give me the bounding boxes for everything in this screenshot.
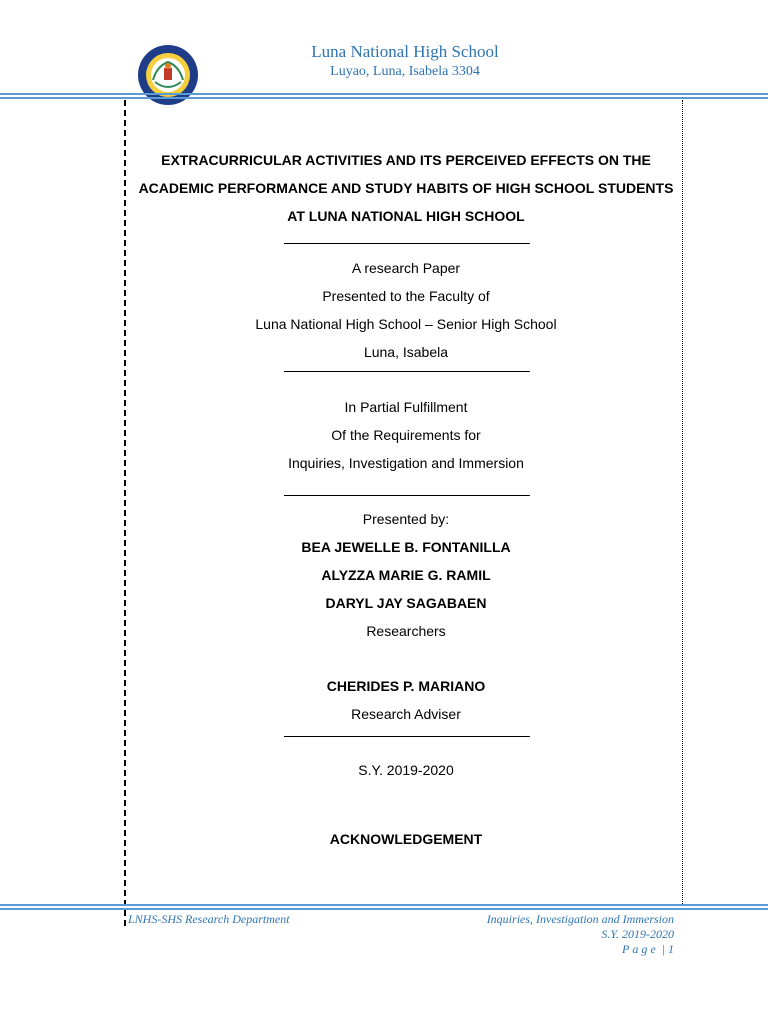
separator-line	[284, 736, 530, 737]
footer-info	[487, 912, 674, 957]
paper-type: A research Paper	[351, 260, 461, 276]
adviser-role: Research Adviser	[351, 706, 461, 722]
separator-line	[284, 495, 530, 496]
left-margin-dashed-line	[124, 100, 126, 926]
author-name: ALYZZA MARIE G. RAMIL	[321, 567, 491, 583]
school-address: Luyao, Luna, Isabela 3304	[330, 64, 480, 79]
page-header	[0, 0, 768, 100]
location: Luna, Isabela	[363, 344, 449, 360]
right-margin-dotted-line	[682, 100, 683, 906]
header-rule-bottom	[0, 97, 768, 99]
paper-title: EXTRACURRICULAR ACTIVITIES AND ITS PERCEIVED EFFECTS ON THE ACADEMIC PERFORMANCE AND STUDY HABITS OF HIGH SCHOOL STUDENTS AT LUNA NATIONAL HIGH SCHOOL	[138, 152, 674, 224]
page-indicator: Page | 1	[622, 942, 674, 956]
adviser-name: CHERIDES P. MARIANO	[326, 678, 486, 694]
footer-rule-top	[0, 904, 768, 906]
footer-rule-bottom	[0, 908, 768, 910]
school-year: S.Y. 2019-2020	[358, 762, 454, 778]
school-name: Luna National High School	[311, 42, 499, 61]
footer-subject: Inquiries, Investigation and Immersion	[486, 912, 674, 926]
authors-role: Researchers	[366, 623, 446, 639]
footer-school-year: S.Y. 2019-2020	[601, 927, 674, 941]
page-number: 1	[668, 942, 674, 956]
fulfillment-line2: Of the Requirements for	[331, 427, 481, 443]
section-heading: ACKNOWLEDGEMENT	[329, 831, 483, 847]
subject-name: Inquiries, Investigation and Immersion	[288, 455, 524, 471]
fulfillment-line1: In Partial Fulfillment	[344, 399, 468, 415]
institution: Luna National High School – Senior High School	[255, 316, 557, 332]
author-name: BEA JEWELLE B. FONTANILLA	[301, 539, 511, 555]
author-name: DARYL JAY SAGABAEN	[325, 595, 487, 611]
page-label: Page	[622, 942, 659, 956]
presented-to: Presented to the Faculty of	[322, 288, 490, 304]
presented-by-label: Presented by:	[362, 511, 450, 527]
separator-line	[284, 243, 530, 244]
footer-department: LNHS-SHS Research Department	[128, 912, 290, 926]
separator-line	[284, 371, 530, 372]
header-rule-top	[0, 93, 768, 95]
